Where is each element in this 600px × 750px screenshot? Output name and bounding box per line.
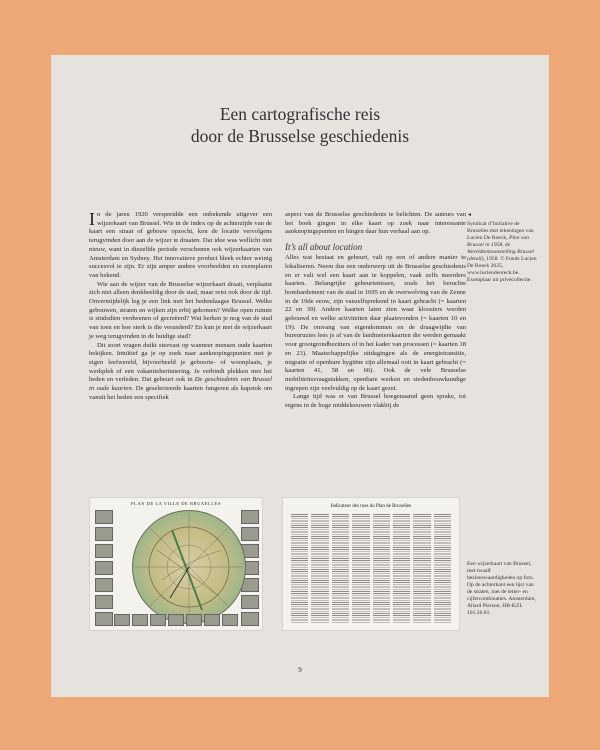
photo-thumbnail [95,578,113,592]
index-title: Indicateur des rues du Plan de Bruxelles [330,504,412,509]
map-title: PLAN DE LA VILLE DE BRUXELLES [130,501,222,506]
photo-thumbnail [95,561,113,575]
title-line-1: Een cartografische reis [219,104,381,124]
photo-thumbnail [95,527,113,541]
index-column [291,514,308,624]
photo-thumbnail [95,595,113,609]
section-subheading: It’s all about location [285,242,363,253]
book-page [51,55,549,697]
photo-thumbnail [95,544,113,558]
text-column-2 [285,211,466,411]
caption-note-bottom: Een wijzerkaart van Brussel, met twaalf bezienswaardigheden op foto. Op de achterkant een lijst van de straten, met de letter- en cijfercombinaties. Amsterdam, Allard Pierson, HB-KZL 101.26.01. [467,561,536,616]
street-index-image [282,497,460,631]
left-arrow-icon: ◄ [467,213,472,218]
index-column [434,514,451,624]
index-column [393,514,410,624]
photo-thumbnail [132,614,148,626]
photo-thumbnail [95,612,113,626]
index-column [413,514,430,624]
paragraph: Wie aan de wijzer van de Brusselse wijzerkaart draait, verplaatst zich niet alleen denkbeeldig door de stad, maar reist ook door de tijd. Onvermijdelijk leg je een link met het hedendaagse Brussel. Welke gebouwen, straten en wijken zijn erbij gekomen? Welke open ruimte is sindsdien verdwenen of gecreëerd? Wat herken je nog van de stad van toen en hoe sterk is die veranderd? En kun je met de wijzerkaart je weg terugvinden in de huidige stad? [89,280,272,340]
index-column [352,514,369,624]
map-streets-overlay [132,510,246,624]
photo-thumbnail [204,614,220,626]
photo-strip-left [95,510,111,626]
map-image-plan-bruxelles [89,497,263,631]
index-column [311,514,328,624]
drop-cap: I [89,209,95,229]
caption-note-top: ◄ Syndicat d’Initiative de Bruxelles met tekeningen van Lucien De Roeck, Plan van Brussel in 1958, de Wereldtentoonstelling Brussel (detail), 1958. © Fonds Lucien De Roeck 2025, www.luciendeoreck.be. Exemplaar uit privécollectie. [467,213,537,283]
page-title [51,103,549,147]
photo-strip-bottom [114,614,238,626]
paragraph: Dit soort vragen duikt steevast op wanneer mensen oude kaarten bekijken. Intuïtief ga je op zoek naar aanknopingspunten met je eigen leefwereld, bijvoorbeeld je geboorte- of woonplaats, je werkplek of een vakantieherinnering. Je verbindt plekken met het heden en verleden. Dat gebeurt ook in De geschiedenis van Brussel in oude kaarten. De geselecteerde kaarten fungeren als kapstok om vanuit het heden een specifiek [89,341,272,401]
title-line-2: door de Brusselse geschiedenis [190,126,410,146]
photo-thumbnail [95,510,113,524]
paragraph: aspect van de Brusselse geschiedenis te belichten. De auteurs van het boek gingen in elke kaart op zoek naar interessante aanknopingspunten en hingen daar hun verhaal aan op. [285,211,466,236]
index-columns [291,514,451,624]
photo-thumbnail [150,614,166,626]
photo-thumbnail [186,614,202,626]
page-number: 9 [298,666,302,674]
text-column-1 [89,211,272,402]
photo-thumbnail [114,614,130,626]
index-column [332,514,349,624]
index-column [373,514,390,624]
paragraph: Alles wat bestaat en gebeurt, valt op een of andere manier te lokaliseren. Neem dus een onderwerp uit de Brusselse geschiedenis en er valt wel een kaart aan te koppelen, vaak zelfs meerdere kaarten. Belangrijke gebeurtenissen, zoals het beruchte bombardement van de stad in 1695 en de overwelving van de Zenne in de 19de eeuw, zijn vanzelfsprekend in kaart gebracht (= kaarten 22 en 39). Andere kaarten laten zien waar kloosters werden gebouwd en welke activiteiten daar plaatsvonden (= kaarten 10 en 19). De omvang van eigendommen en de draagwijdte van burenruzies lees je af van de landmeterskaarten die werden gemaakt voor grootgrondbezitters of in het kader van processen (= kaarten 18 en 23). Maatschappelijke uitdagingen als de energietransitie, migratie of openbare hygiëne zijn allemaal ooit in kaart gebracht (= kaarten 41, 58 en 66). Ook de vele Brusselse mobiliteitsvraagstukken, openbare werken en stedenbouwkundige ingrepen zijn veelvuldig op de kaart gezet. [285,254,466,392]
paragraph: Lange tijd was er van Brussel hoegenaamd geen sprake, tot ergens in de hoge middeleeuwen vlakbij de [285,393,466,410]
paragraph: In de jaren 1920 verspreidde een onbekende uitgever een wijzerkaart van Brussel. Wie in de index op de achterzijde van de kaart een straat of gebouw opzocht, kon de locatie vervolgens terugvinden door aan de wijzer te draaien. Dat idee was wellicht niet nieuw, want in diezelfde periode verschenen ook wijzerkaarten van Amsterdam en Sydney. Het innovatieve product bleek echter weinig succesvol te zijn. Er zijn amper andere voorbeelden en exemplaren van bekend. [89,209,272,279]
photo-thumbnail [222,614,238,626]
photo-thumbnail [168,614,184,626]
